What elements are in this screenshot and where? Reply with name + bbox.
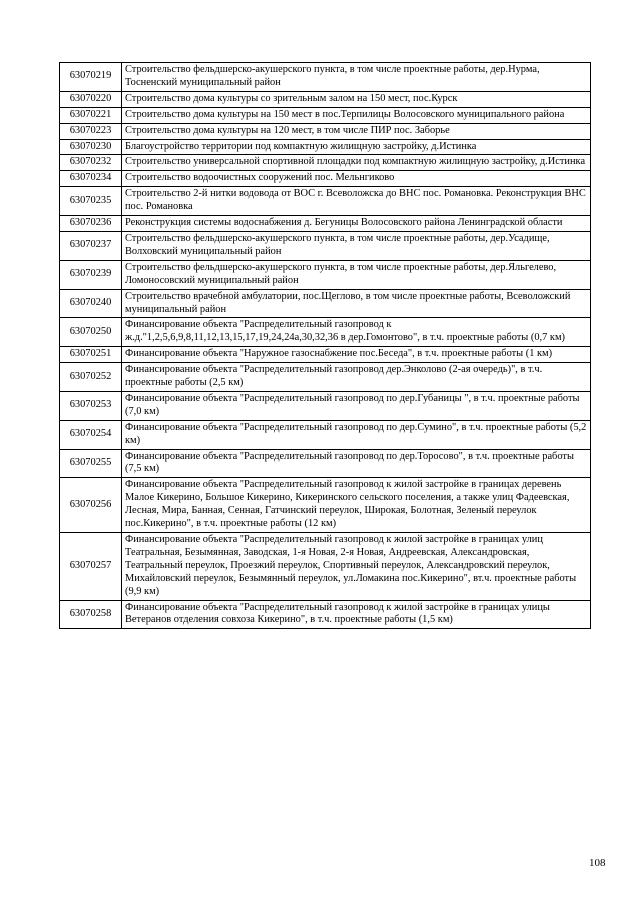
row-code: 63070255 <box>60 449 122 478</box>
table-row <box>60 533 591 601</box>
row-description: Строительство врачебной амбулатории, пос.Щеглово, в том числе проектные работы, Всеволожский муниципальный район <box>122 289 591 318</box>
row-description: Строительство дома культуры на 150 мест в пос.Терпилицы Волосовского муниципального района <box>122 107 591 123</box>
row-description: Финансирование объекта "Распределительный газопровод к жилой застройке в границах деревень Малое Кикерино, Большое Кикерино, Кикеринского сельского поселения, а также улиц Фадеевская, Лесная, Мира, Банная, Сенная, Гатчинский переулок, Широкая, Болотная, Зеленый переулок пос.Кикерино", в т.ч. проектные работы (12 км) <box>122 478 591 533</box>
codes-table <box>59 62 591 629</box>
row-code: 63070223 <box>60 123 122 139</box>
table-row <box>60 216 591 232</box>
row-code: 63070252 <box>60 363 122 392</box>
row-description: Финансирование объекта "Распределительный газопровод к жилой застройке в границах улиц Театральная, Безымянная, Заводская, 1-я Новая, 2-я Новая, Андреевская, Александровская, Театральный переулок, Проезжий переулок, Спортивный переулок, Александровский переулок, Михайловский переулок, Безымянный переулок, ул.Ломакина пос.Кикерино", вт.ч. проектные работы (9,9 км) <box>122 533 591 601</box>
table-row <box>60 318 591 347</box>
table-row <box>60 363 591 392</box>
row-code: 63070253 <box>60 391 122 420</box>
row-description: Строительство дома культуры со зрительным залом на 150 мест, пос.Курск <box>122 91 591 107</box>
table-row <box>60 63 591 92</box>
table-row <box>60 139 591 155</box>
row-code: 63070235 <box>60 187 122 216</box>
row-code: 63070236 <box>60 216 122 232</box>
row-code: 63070221 <box>60 107 122 123</box>
row-description: Финансирование объекта "Распределительный газопровод дер.Энколово (2-ая очередь)", в т.ч. проектные работы (2,5 км) <box>122 363 591 392</box>
row-description: Строительство фельдшерско-акушерского пункта, в том числе проектные работы, дер.Яльгелево, Ломоносовский муниципальный район <box>122 260 591 289</box>
row-description: Финансирование объекта "Распределительный газопровод к ж.д."1,2,5,6,9,8,11,12,13,15,17,19,24,24а,30,32,36 в дер.Гомонтово", в т.ч. проектные работы (0,7 км) <box>122 318 591 347</box>
table-row <box>60 123 591 139</box>
row-code: 63070257 <box>60 533 122 601</box>
table-row <box>60 187 591 216</box>
row-code: 63070251 <box>60 347 122 363</box>
row-code: 63070230 <box>60 139 122 155</box>
table-row <box>60 449 591 478</box>
table-body <box>60 63 591 629</box>
row-code: 63070240 <box>60 289 122 318</box>
row-code: 63070250 <box>60 318 122 347</box>
row-description: Строительство дома культуры на 120 мест, в том числе ПИР пос. Заборье <box>122 123 591 139</box>
table-row <box>60 478 591 533</box>
row-description: Финансирование объекта "Распределительный газопровод по дер.Губаницы ", в т.ч. проектные работы (7,0 км) <box>122 391 591 420</box>
row-description: Финансирование объекта "Распределительный газопровод к жилой застройке в границах улицы Ветеранов отделения совхоза Кикерино", в т.ч. проектные работы (1,5 км) <box>122 600 591 629</box>
table-row <box>60 347 591 363</box>
row-description: Строительство универсальной спортивной площадки под компактную жилищную застройку, д.Истинка <box>122 155 591 171</box>
row-code: 63070254 <box>60 420 122 449</box>
row-code: 63070256 <box>60 478 122 533</box>
row-code: 63070234 <box>60 171 122 187</box>
row-description: Финансирование объекта "Наружное газоснабжение пос.Беседа", в т.ч. проектные работы (1 км) <box>122 347 591 363</box>
page-number: 108 <box>589 857 606 869</box>
table-row <box>60 171 591 187</box>
table-row <box>60 289 591 318</box>
row-description: Реконструкция системы водоснабжения д. Бегуницы Волосовского района Ленинградской области <box>122 216 591 232</box>
table-row <box>60 91 591 107</box>
row-description: Финансирование объекта "Распределительный газопровод по дер.Сумино", в т.ч. проектные работы (5,2 км) <box>122 420 591 449</box>
table-row <box>60 420 591 449</box>
row-description: Строительство фельдшерско-акушерского пункта, в том числе проектные работы, дер.Усадище, Волховский муниципальный район <box>122 231 591 260</box>
row-code: 63070239 <box>60 260 122 289</box>
row-code: 63070219 <box>60 63 122 92</box>
row-description: Строительство фельдшерско-акушерского пункта, в том числе проектные работы, дер.Нурма, Тосненский муниципальный район <box>122 63 591 92</box>
row-code: 63070237 <box>60 231 122 260</box>
table-row <box>60 107 591 123</box>
row-description: Финансирование объекта "Распределительный газопровод по дер.Торосово", в т.ч. проектные работы (7,5 км) <box>122 449 591 478</box>
table-row <box>60 391 591 420</box>
table-row <box>60 231 591 260</box>
row-code: 63070220 <box>60 91 122 107</box>
row-code: 63070232 <box>60 155 122 171</box>
table-row <box>60 600 591 629</box>
row-code: 63070258 <box>60 600 122 629</box>
table-row <box>60 155 591 171</box>
row-description: Строительство водоочистных сооружений пос. Мельнгиково <box>122 171 591 187</box>
row-description: Благоустройство территории под компактную жилищную застройку, д.Истинка <box>122 139 591 155</box>
table-row <box>60 260 591 289</box>
row-description: Строительство 2-й нитки водовода от ВОС г. Всеволожска до ВНС пос. Романовка. Реконструкция ВНС пос. Романовка <box>122 187 591 216</box>
